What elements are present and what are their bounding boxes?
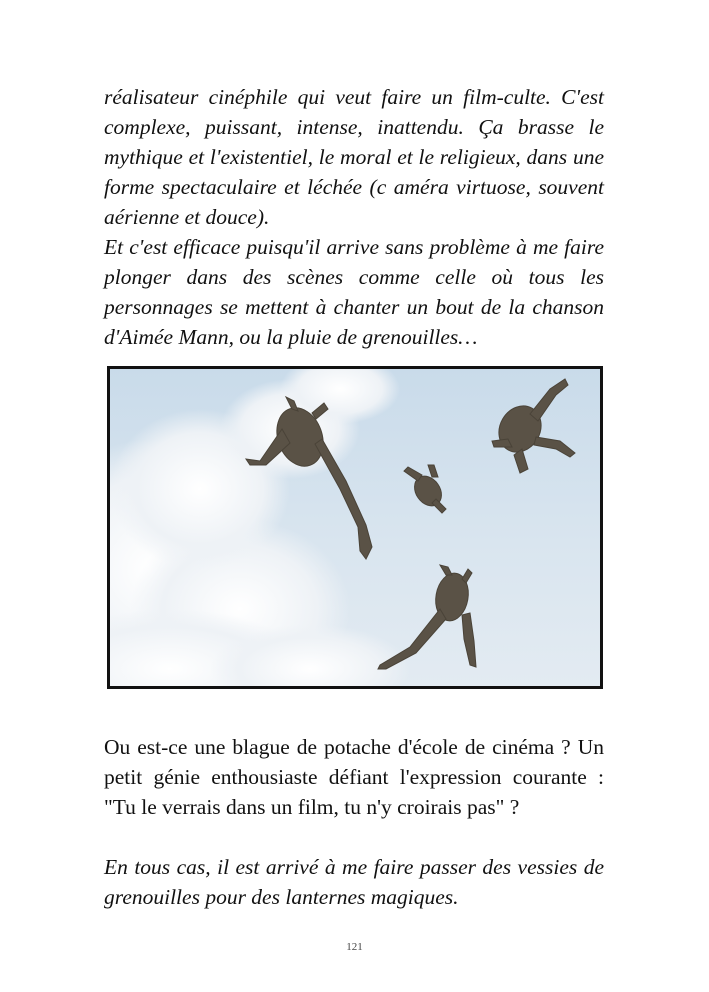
frog-rain-image xyxy=(107,366,603,689)
paragraph-question: Ou est-ce une blague de potache d'école de cinéma ? Un petit génie enthousiaste défiant l'expression courante : "Tu le verrais dans un film, tu n'y croirais pas" ? xyxy=(104,735,604,819)
frog-3 xyxy=(404,465,447,513)
paragraph-intro: réalisateur cinéphile qui veut faire un film-culte. C'est complexe, puissant, intense, inattendu. Ça brasse le mythique et l'existentiel, le moral et le religieux, dans une forme spectaculaire et léchée (c améra virtuose, souvent aérienne et douce). xyxy=(104,85,604,229)
page-number: 121 xyxy=(346,941,363,953)
paragraph-frog-scene: Et c'est efficace puisqu'il arrive sans problème à me faire plonger dans des scènes comme celle où tous les personnages se mettent à chanter un bout de la chanson d'Aimée Mann, ou la pluie de grenouilles… xyxy=(104,235,604,349)
frog-rain-illustration xyxy=(110,369,600,686)
frog-2 xyxy=(491,379,575,473)
paragraph-conclusion: En tous cas, il est arrivé à me faire passer des vessies de grenouilles pour des lanternes magiques. xyxy=(104,855,604,909)
